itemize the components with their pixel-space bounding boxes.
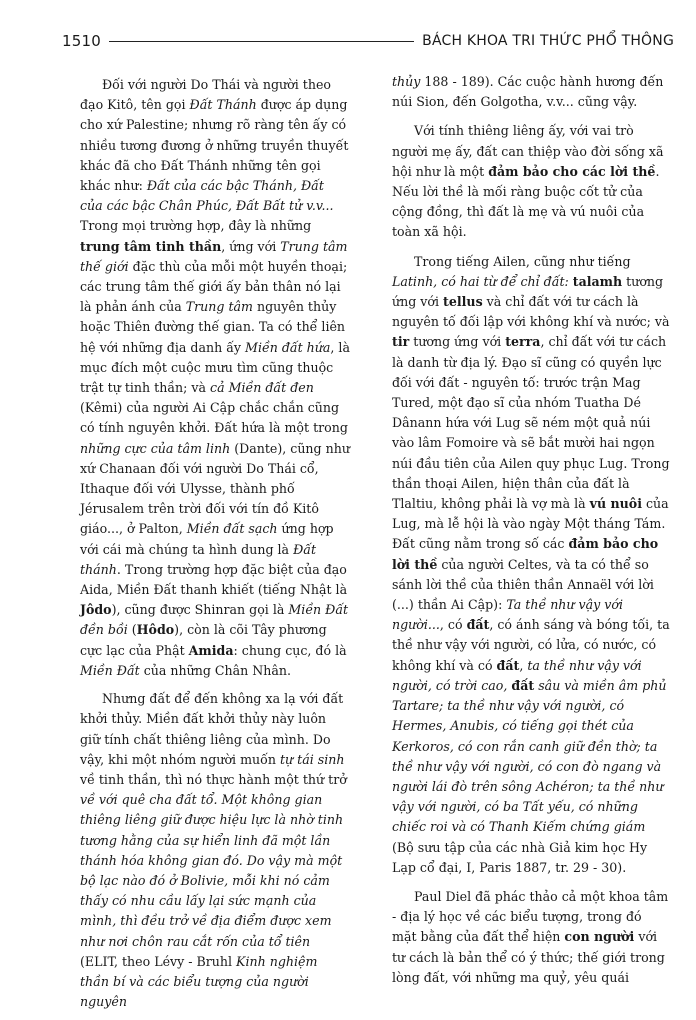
text-run: của người Celtes, và ta có thể so sánh lời thề của thiên thần Annaël với lời (...) thần Ai Cập):	[392, 556, 654, 613]
text-run: Hôdo	[136, 622, 175, 638]
text-run: Đất Thánh	[189, 97, 257, 113]
text-run: , có	[439, 617, 467, 633]
text-run: Amida	[188, 642, 234, 658]
right-column	[392, 72, 670, 997]
text-run: của những Chân Nhân.	[139, 662, 292, 678]
text-run: Trung tâm thế giới	[80, 238, 348, 274]
text-run: (Dante), cũng như xứ Chanaan đối với người Do Thái cổ, Ithaque đối với Ulysse, thành phố Jérusalem trên trời đối với tín đồ Kitô giáo..., ở Palton,	[80, 440, 350, 537]
paragraph	[80, 689, 350, 1012]
left-column	[80, 75, 350, 1020]
text-run: đất	[466, 617, 490, 633]
text-run: tương ứng với	[392, 273, 664, 310]
text-run: của Lug, mà lễ hội là vào ngày Một tháng Tám. Đất cũng nằm trong số các	[392, 496, 669, 552]
text-run: tellus	[443, 294, 483, 310]
text-run: . Trong trường hợp đặc biệt của đạo Aida, Miền Đất thanh khiết (tiếng Nhật là	[80, 561, 348, 598]
text-run: với tư cách là bản thể có ý thức; thế giới trong lòng đất, với những ma quỷ, yêu quái	[392, 929, 665, 985]
text-run: talamh	[572, 273, 623, 289]
text-run: về với quê cha đất tổ. Một không gian thiêng liêng giữ được hiệu lực là nhờ tinh tương hằng của sự hiển linh đã một lần thánh hóa không gian đó. Do vậy mà một bộ lạc nào đó ở Bolivie, mỗi khi nó cảm thấy có nhu cầu lấy lại sức mạnh của mình, thì đều trở về địa điểm được xem như nơi chôn rau cắt rốn của tổ tiên	[80, 792, 344, 949]
text-run: terra	[505, 334, 541, 350]
text-run: Kinh nghiệm thần bí và các biểu tượng của người nguyên	[80, 953, 318, 1010]
text-run: đất	[496, 657, 520, 673]
text-run: ứng hợp với cái mà chúng ta hình dung là	[80, 521, 334, 557]
text-run: được áp dụng cho xứ Palestine; nhưng rõ ràng tên ấy có nhiều tương đương ở những truyền thuyết khác đã cho Đất Thánh những tên gọi khác như:	[80, 97, 349, 194]
text-run: ), còn là cõi Tây phương cực lạc của Phật	[80, 622, 327, 658]
text-run: Với tính thiêng liêng ấy, với vai trò người mẹ ấy, đất can thiệp vào đời sống xã hội như là một	[392, 123, 664, 179]
text-run: Trung tâm	[185, 299, 253, 315]
text-run: Nhưng đất để đến không xa lạ với đất khởi thủy. Miền đất khởi thủy này luôn giữ tính chất thiêng liêng của mình. Do vậy, khi một nhóm người muốn	[80, 691, 344, 767]
text-run: đảm bảo cho các lời thề	[488, 163, 656, 179]
text-run: Trong mọi trường hợp, đây là những	[80, 218, 312, 234]
text-run: ,	[519, 657, 528, 673]
text-run: nguyên thủy hoặc Thiên đường thế gian. Ta có thể liên hệ với những địa danh ấy	[80, 299, 346, 355]
text-run: ta thề như vậy với người, có trời cao,	[392, 657, 642, 693]
text-run: Miền Đất	[80, 662, 140, 678]
text-run: Trong tiếng Ailen, cũng như tiếng	[414, 253, 631, 269]
header-rule	[109, 41, 414, 42]
text-run: Paul Diel đã phác thảo cả một khoa tâm - địa lý học về các biểu tượng, trong đó mặt bằng của đất thể hiện	[392, 888, 669, 945]
text-run: sâu và miền âm phủ Tartare; ta thề như vậy với người, có Hermes, Anubis, có tiếng gọi thét của Kerkoros, có con rắn canh giữ đền thờ; ta thề như vậy với người, có con đò ngang và người lái đò trên sông Achéron; ta thề như vậy với người, có ba Tất yếu, có những chiếc roi và có Thanh Kiếm chứng giám	[392, 677, 667, 835]
text-run: những cực của tâm linh	[80, 440, 231, 456]
text-run: Đất thánh	[80, 541, 317, 577]
paragraph	[392, 252, 670, 878]
text-run: (Bộ sưu tập của các nhà Giả kim học Hy Lạp cổ đại, I, Paris 1887, tr. 29 - 30).	[392, 839, 648, 875]
text-run: : chung cục, đó là	[233, 642, 347, 658]
text-run: . Nếu lời thề là mối ràng buộc cốt tử của cộng đồng, thì đất là mẹ và vú nuôi của toàn xã hội.	[392, 163, 660, 240]
text-run: (	[127, 622, 137, 638]
text-run: tự tái sinh	[279, 751, 345, 767]
text-run: 188 - 189). Các cuộc hành hương đến núi Sion, đến Golgotha, v.v... cũng vậy.	[392, 74, 664, 110]
text-run: đất	[511, 677, 535, 693]
text-run: Đối với người Do Thái và người theo đạo Kitô, tên gọi	[80, 77, 331, 113]
text-run: , là mục đích một cuộc mưu tìm cũng thuộc trật tự tinh thần; và	[80, 339, 350, 396]
text-run: Đất của các bậc Thánh, Đất của các bậc Chân Phúc, Đất Bất tử v.v...	[80, 178, 334, 214]
text-run: về tinh thần, thì nó thực hành một thứ trở	[80, 771, 347, 787]
text-run: (Kêmi) của người Ai Cập chắc chắn cũng có tính nguyên khởi. Đất hứa là một trong	[80, 400, 348, 436]
text-run: đặc thù của mỗi một huyền thoại; các trung tâm thế giới ấy bản thân nó lại là phản ánh của	[80, 258, 348, 315]
text-run: vú nuôi	[589, 496, 642, 512]
page-header	[62, 30, 674, 52]
paragraph	[392, 121, 670, 242]
text-run: , chỉ đất với tư cách là danh từ địa lý. Đạo sĩ cũng có quyền lực đối với đất - nguyên tố: trước trận Mag Tured, một đạo sĩ của nhóm Tuatha Dé Dânann hứa với Lug sẽ ném một quả núi vào lâm Fomoire và sẽ bắt mười hai ngọn núi đầu tiên của Ailen quy phục Lug. Trong thần thoại Ailen, hiện thân của đất là Tlaltiu, không phải là vợ mà là	[392, 334, 670, 512]
text-run: Miền đất sạch	[186, 521, 278, 537]
text-run: Ta thề như vậy với người...	[392, 597, 624, 633]
text-run: con người	[564, 929, 635, 945]
text-run: Miền Đất đền bồi	[80, 602, 349, 638]
page-number: 1510	[62, 32, 101, 50]
text-run: ), cũng được Shinran gọi là	[111, 602, 289, 618]
book-title: BÁCH KHOA TRI THỨC PHỔ THÔNG	[422, 33, 674, 49]
text-run: (ELIT, theo Lévy - Bruhl	[80, 953, 237, 969]
text-run: tir	[392, 334, 410, 350]
text-run: đảm bảo cho lời thề	[392, 536, 659, 572]
text-run: cả Miền đất đen	[210, 380, 314, 396]
paragraph	[392, 887, 670, 988]
text-run: Miền đất hứa	[245, 339, 331, 355]
text-run: , có ánh sáng và bóng tối, ta thề như vậy với người, có lửa, có nước, có không khí và có	[392, 617, 670, 673]
paragraph	[80, 75, 350, 681]
paragraph	[392, 72, 670, 112]
text-run: thủy	[392, 74, 421, 89]
text-run: tương ứng với	[409, 334, 506, 350]
text-run: trung tâm tinh thần	[80, 238, 222, 254]
text-run: , ứng với	[221, 238, 281, 254]
text-run: Jôdo	[80, 602, 112, 618]
text-run: Latinh, có hai từ để chỉ đất:	[392, 273, 569, 289]
text-run: và chỉ đất với tư cách là nguyên tố đối lập với không khí và nước; và	[392, 294, 670, 330]
